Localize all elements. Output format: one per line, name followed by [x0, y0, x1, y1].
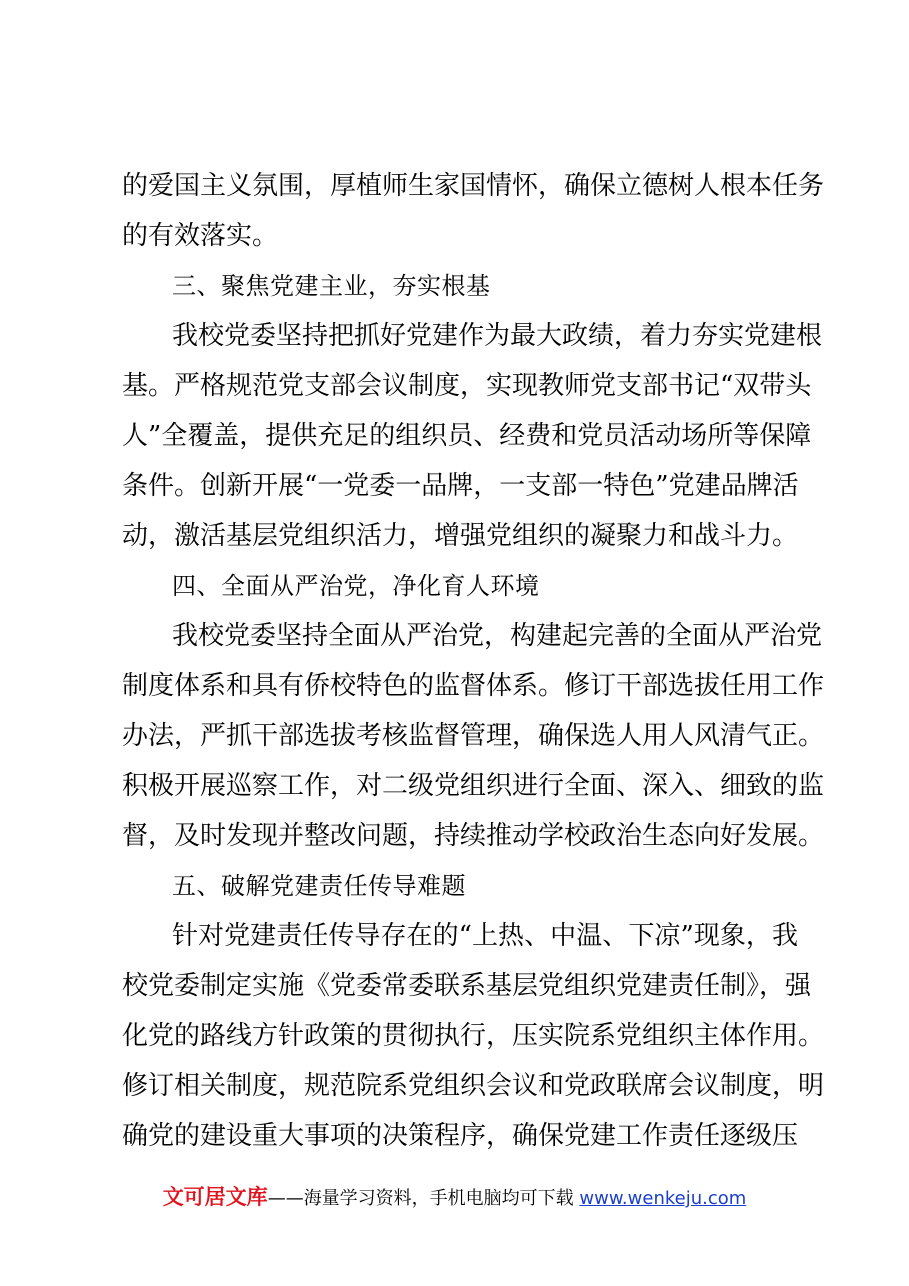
- section-heading: 五、破解党建责任传导难题: [172, 872, 466, 900]
- paragraph-line: 条件。创新开展“一党委一品牌，一支部一特色”党建品牌活: [122, 471, 799, 501]
- footer-brand: 文可居文库: [162, 1185, 268, 1209]
- footer-tagline: ——海量学习资料，手机电脑均可下载: [267, 1188, 574, 1209]
- paragraph-line: 化党的路线方针政策的贯彻执行，压实院系党组织主体作用。: [122, 1021, 825, 1051]
- paragraph-line: 的爱国主义氛围，厚植师生家国情怀，确保立德树人根本任务: [122, 171, 825, 201]
- paragraph-line: 人”全覆盖，提供充足的组织员、经费和党员活动场所等保障: [122, 421, 812, 451]
- paragraph-line: 制度体系和具有侨校特色的监督体系。修订干部选拔任用工作: [122, 671, 825, 701]
- paragraph-line: 基。严格规范党支部会议制度，实现教师党支部书记“双带头: [122, 371, 812, 401]
- paragraph-line: 督，及时发现并整改问题，持续推动学校政治生态向好发展。: [122, 821, 825, 851]
- paragraph-line: 确党的建设重大事项的决策程序，确保党建工作责任逐级压: [122, 1121, 799, 1151]
- paragraph-line: 针对党建责任传导存在的“上热、中温、下凉”现象，我: [172, 921, 798, 951]
- section-heading: 四、全面从严治党，净化育人环境: [172, 572, 540, 600]
- paragraph-line: 修订相关制度，规范院系党组织会议和党政联席会议制度，明: [122, 1071, 825, 1101]
- paragraph-line: 校党委制定实施《党委常委联系基层党组织党建责任制》，强: [122, 971, 812, 1001]
- paragraph-line: 办法，严抓干部选拔考核监督管理，确保选人用人风清气正。: [122, 721, 825, 751]
- paragraph-line: 我校党委坚持把抓好党建作为最大政绩，着力夯实党建根: [172, 321, 823, 351]
- footer-banner: [0, 1183, 909, 1213]
- footer-website-link[interactable]: www.wenkeju.com: [579, 1188, 747, 1209]
- section-heading: 三、聚焦党建主业，夯实根基: [172, 272, 491, 300]
- paragraph-line: 积极开展巡察工作，对二级党组织进行全面、深入、细致的监: [122, 771, 825, 801]
- paragraph-line: 我校党委坚持全面从严治党，构建起完善的全面从严治党: [172, 621, 823, 651]
- paragraph-line: 的有效落实。: [122, 221, 279, 251]
- paragraph-line: 动，激活基层党组织活力，增强党组织的凝聚力和战斗力。: [122, 521, 799, 551]
